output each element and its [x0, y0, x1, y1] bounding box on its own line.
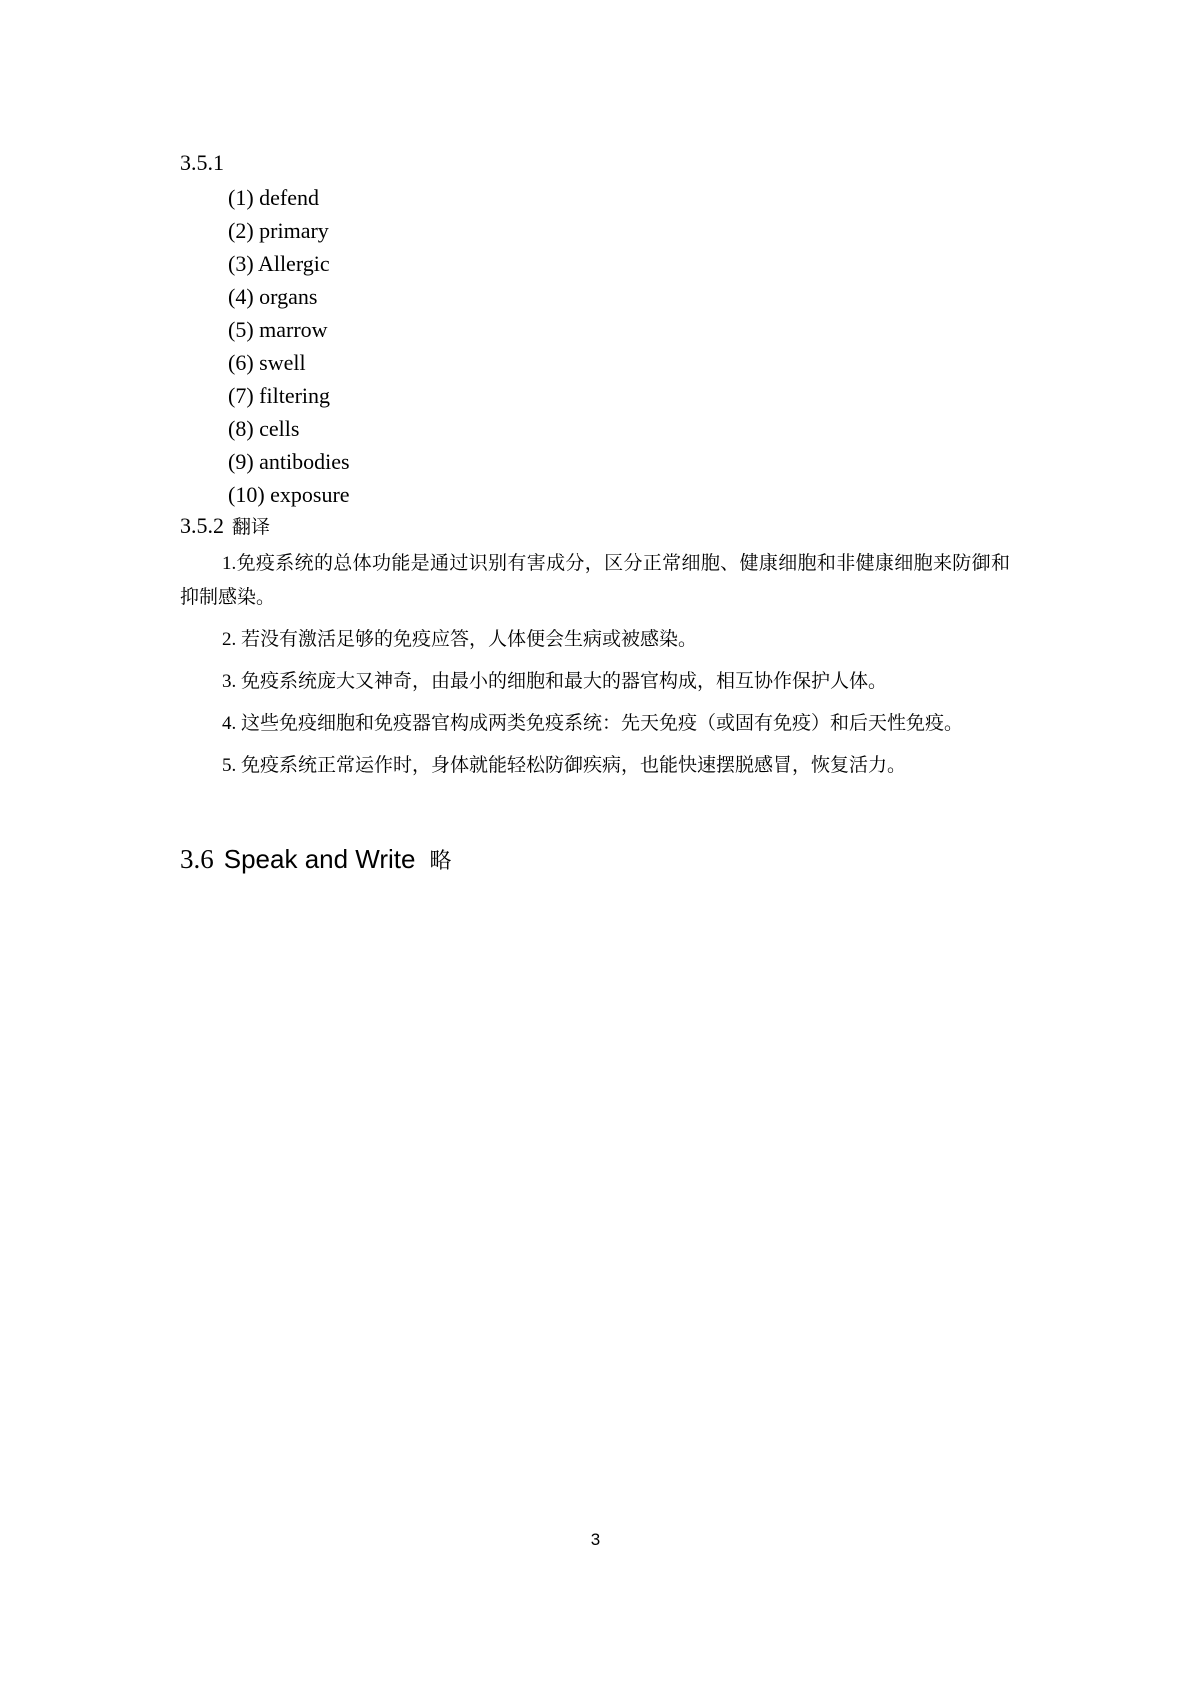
translation-block [180, 547, 1010, 791]
translation-paragraph: 5. 免疫系统正常运作时，身体就能轻松防御疾病，也能快速摆脱感冒，恢复活力。 [222, 755, 907, 776]
section-3-6-note: 略 [429, 848, 452, 873]
section-3-6-title: Speak and Write [223, 844, 416, 874]
answer-item: (10) exposure [228, 482, 350, 507]
section-3-6-heading [180, 842, 452, 878]
translation-paragraph: 1.免疫系统的总体功能是通过识别有害成分，区分正常细胞、健康细胞和非健康细胞来防御和抑制感染。 [180, 553, 1010, 608]
answer-item: (4) organs [228, 284, 318, 309]
answer-item: (6) swell [228, 350, 306, 375]
answer-item: (8) cells [228, 416, 300, 441]
translation-paragraph: 4. 这些免疫细胞和免疫器官构成两类免疫系统：先天免疫（或固有免疫）和后天性免疫。 [222, 713, 964, 734]
section-3-5-2-heading [180, 512, 270, 542]
answer-item: (1) defend [228, 185, 320, 210]
translation-paragraph: 3. 免疫系统庞大又神奇，由最小的细胞和最大的器官构成，相互协作保护人体。 [222, 671, 888, 692]
answer-item: (3) Allergic [228, 251, 330, 276]
page-number: 3 [590, 1530, 601, 1549]
section-3-5-2-number: 3.5.2 [180, 513, 224, 538]
section-3-6-number: 3.6 [180, 844, 214, 874]
section-3-5-1-heading: 3.5.1 [180, 150, 224, 175]
answer-item: (7) filtering [228, 383, 331, 408]
answer-item: (5) marrow [228, 317, 328, 342]
translation-paragraph: 2. 若没有激活足够的免疫应答，人体便会生病或被感染。 [222, 629, 698, 650]
section-3-5-2-title: 翻译 [232, 517, 271, 538]
answer-list [228, 181, 350, 511]
answer-item: (9) antibodies [228, 449, 350, 474]
answer-item: (2) primary [228, 218, 329, 243]
